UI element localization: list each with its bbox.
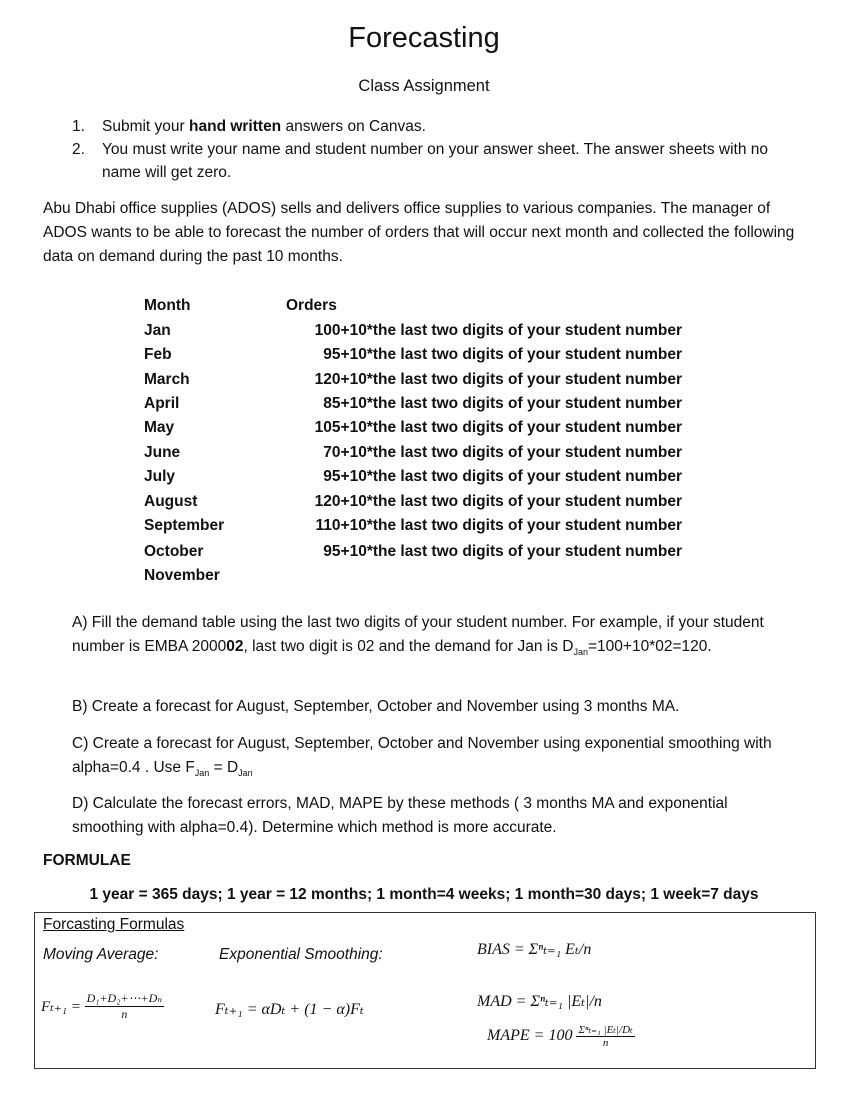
instruction-emphasis: hand written [189, 118, 282, 135]
moving-average-formula [41, 991, 164, 1022]
page-subtitle: Class Assignment [358, 77, 490, 95]
formula-lhs: Fₜ₊₁ = [41, 999, 81, 1015]
orders-cell: 70+10*the last two digits of your student number [323, 444, 682, 461]
orders-cell: 95+10*the last two digits of your student number [323, 346, 682, 363]
formula-lhs: MAD = [477, 993, 527, 1010]
instruction-2 [72, 138, 812, 186]
orders-cell: 105+10*the last two digits of your student number [314, 419, 682, 436]
question-text: =100+10*02=120. [588, 638, 712, 655]
orders-column-header: Orders [286, 297, 337, 314]
formula-lhs: BIAS = [477, 941, 525, 958]
fraction-numerator: D₁+D₂+⋯+Dₙ [86, 991, 163, 1005]
month-cell: March [144, 371, 190, 388]
bias-formula [477, 939, 591, 959]
demand-symbol: D [562, 638, 574, 655]
month-cell: July [144, 468, 176, 485]
formulas-box-title: Forcasting Formulas [43, 916, 185, 933]
mad-formula [477, 991, 602, 1011]
formula-rhs: Σⁿₜ₌₁ |Eₜ|/n [530, 993, 602, 1010]
moving-average-label: Moving Average: [43, 946, 159, 963]
question-text: = D [209, 759, 239, 776]
formula-lhs: MAPE = 100 [487, 1027, 573, 1044]
month-cell: September [144, 517, 225, 534]
subscript: Jan [238, 768, 253, 779]
month-cell: June [144, 444, 181, 461]
month-cell: October [144, 543, 204, 560]
exponential-smoothing-formula: Fₜ₊₁ = αDₜ + (1 − α)Fₜ [215, 1001, 364, 1018]
instruction-text: answers on Canvas. [281, 118, 426, 135]
month-cell: August [144, 493, 198, 510]
instruction-text: You must write your name and student number on your answer sheet. The answer sheets with no name will get zero. [102, 141, 769, 181]
subscript: Jan [194, 768, 210, 779]
exponential-smoothing-label: Exponential Smoothing: [219, 946, 383, 963]
orders-cell: 120+10*the last two digits of your student number [314, 493, 682, 510]
question-emphasis: 02 [226, 638, 244, 655]
month-cell: Feb [144, 346, 172, 363]
instruction-number: 1. [72, 118, 85, 135]
question-text: C) Create a forecast for August, September, October and November using exponential smoothing with alpha=0.4 . Use F [72, 735, 772, 776]
fraction-numerator: Σⁿₜ₌₁ |Eₜ|/Dₜ [578, 1024, 633, 1036]
orders-cell: 95+10*the last two digits of your student number [323, 543, 682, 560]
orders-cell: 120+10*the last two digits of your student number [314, 371, 682, 388]
month-cell: Jan [144, 322, 171, 339]
question-b: B) Create a forecast for August, September, October and November using 3 months MA. [72, 698, 680, 715]
question-c [72, 732, 802, 785]
orders-cell: 110+10*the last two digits of your student number [315, 517, 682, 534]
orders-cell: 100+10*the last two digits of your student number [314, 322, 682, 339]
formula-fraction [576, 1023, 634, 1049]
formulae-heading: FORMULAE [43, 852, 131, 869]
fraction-denominator: n [602, 1037, 609, 1049]
unit-conversions: 1 year = 365 days; 1 year = 12 months; 1 month=4 weeks; 1 month=30 days; 1 week=7 days [89, 886, 759, 903]
instruction-number: 2. [72, 141, 85, 158]
page-title: Forecasting [348, 22, 500, 54]
instruction-text: Submit your [102, 118, 190, 135]
month-cell: November [144, 567, 220, 584]
subscript: Jan [573, 647, 588, 658]
orders-cell: 85+10*the last two digits of your student number [323, 395, 682, 412]
month-cell: April [144, 395, 180, 412]
month-cell: May [144, 419, 175, 436]
instruction-1 [72, 115, 812, 139]
question-d: D) Calculate the forecast errors, MAD, MAPE by these methods ( 3 months MA and exponential smoothing with alpha=0.4). Determine which method is more accurate. [72, 795, 728, 836]
orders-cell: 95+10*the last two digits of your student number [323, 468, 682, 485]
formulas-box [34, 912, 816, 1069]
formula-rhs: Σⁿₜ₌₁ Eₜ/n [528, 941, 592, 958]
mape-formula [487, 1023, 635, 1049]
question-a [72, 611, 802, 664]
question-text: , last two digit is 02 and the demand for Jan is [243, 638, 563, 655]
fraction-denominator: n [121, 1007, 128, 1021]
formula-fraction [85, 991, 165, 1022]
question-text: A) Fill the demand table using the last two digits of your student number. For example, if your student number is EMBA 2000 [72, 614, 764, 655]
month-column-header: Month [144, 297, 191, 314]
intro-paragraph: Abu Dhabi office supplies (ADOS) sells and delivers office supplies to various companies. The manager of ADOS wants to be able to forecast the number of orders that will occur next month and collected the following data on demand during the past 10 months. [43, 200, 795, 265]
